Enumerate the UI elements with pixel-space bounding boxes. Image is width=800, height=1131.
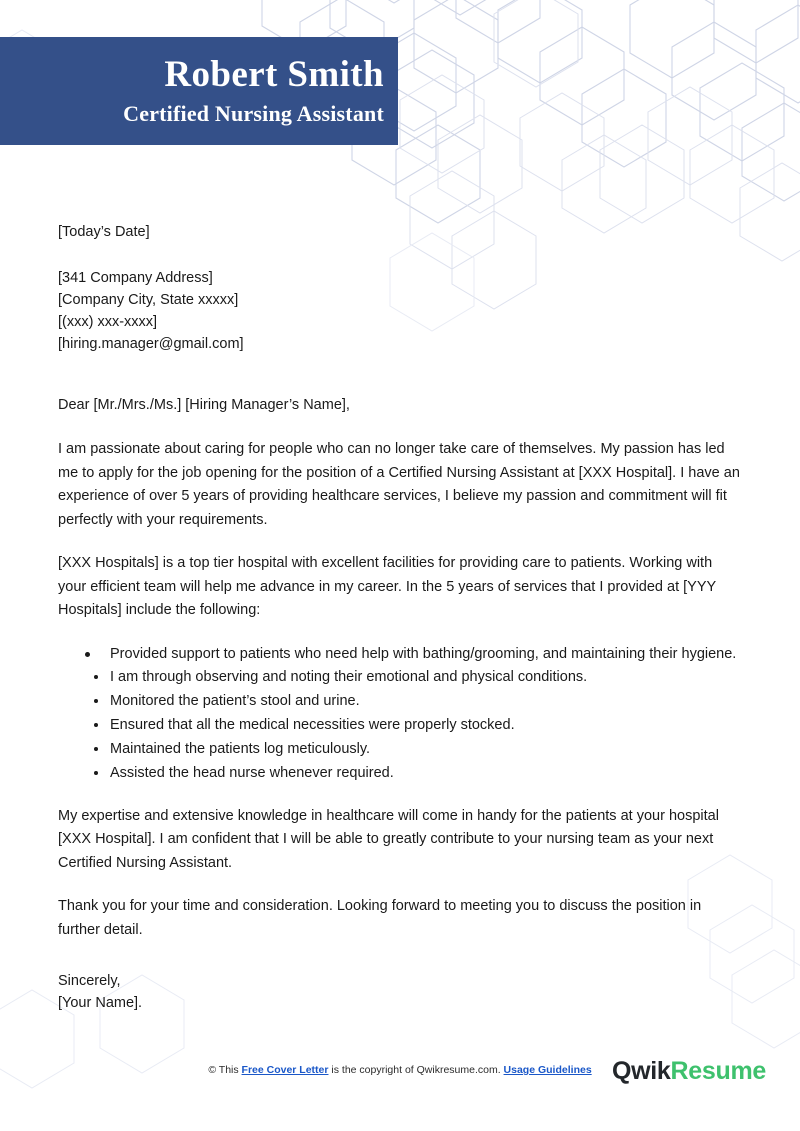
header-banner (0, 37, 398, 145)
signature-name: [Your Name]. (58, 995, 143, 1012)
address-line: [341 Company Address] (58, 270, 213, 287)
copyright-middle: is the copyright of Qwikresume.com. (328, 1064, 504, 1076)
usage-guidelines-link[interactable]: Usage Guidelines (503, 1064, 592, 1076)
applicant-name: Robert Smith (164, 53, 384, 95)
list-item: Provided support to patients who need help with bathing/grooming, and maintaining their hygiene. (82, 643, 742, 666)
list-item: Ensured that all the medical necessities were properly stocked. (92, 714, 742, 737)
copyright-prefix: © This (208, 1064, 242, 1076)
list-item: Monitored the patient’s stool and urine. (92, 690, 742, 713)
body-paragraph: Thank you for your time and consideration. Looking forward to meeting you to discuss the position in further detail. (58, 898, 702, 938)
body-paragraph: I am passionate about caring for people who can no longer take care of themselves. My passion has led me to apply for the job opening for the position of a Certified Nursing Assistant at [XXX Hospital]. I have an experience of over 5 years of providing healthcare services, I believe my passion and commitment will fit perfectly with your requirements. (58, 441, 740, 528)
signoff-block (58, 970, 742, 1014)
logo-text-qwik: Qwik (611, 1057, 671, 1085)
recipient-address-block (58, 267, 742, 355)
logo-text-resume: Resume (670, 1057, 766, 1085)
applicant-job-title: Certified Nursing Assistant (123, 100, 384, 126)
letter-body (58, 222, 742, 1014)
list-item: I am through observing and noting their emotional and physical conditions. (92, 666, 742, 689)
list-item: Assisted the head nurse whenever required. (92, 762, 742, 785)
address-line: [Company City, State xxxxx] (58, 292, 239, 309)
page-footer (0, 1057, 800, 1107)
free-cover-letter-link[interactable]: Free Cover Letter (241, 1064, 329, 1076)
list-item: Maintained the patients log meticulously. (92, 738, 742, 761)
address-line: [hiring.manager@gmail.com] (58, 336, 244, 353)
address-line: [(xxx) xxx-xxxx] (58, 314, 158, 331)
body-paragraph: My expertise and extensive knowledge in healthcare will come in handy for the patients at your hospital [XXX Hospital]. I am confident that I will be able to greatly contribute to your nursing team as your next Certified Nursing Assistant. (58, 807, 719, 871)
letter-date: [Today’s Date] (58, 224, 150, 240)
body-paragraph: [XXX Hospitals] is a top tier hospital with excellent facilities for providing care to patients. Working with your efficient team will help me advance in my career. In the 5 years of services that I provided at [YYY Hospitals] include the following: (58, 555, 716, 619)
salutation: Dear [Mr./Mrs./Ms.] [Hiring Manager’s Name], (58, 397, 350, 414)
qwikresume-logo[interactable] (612, 1057, 766, 1086)
duties-list (58, 643, 742, 785)
signoff-text: Sincerely, (58, 973, 121, 990)
